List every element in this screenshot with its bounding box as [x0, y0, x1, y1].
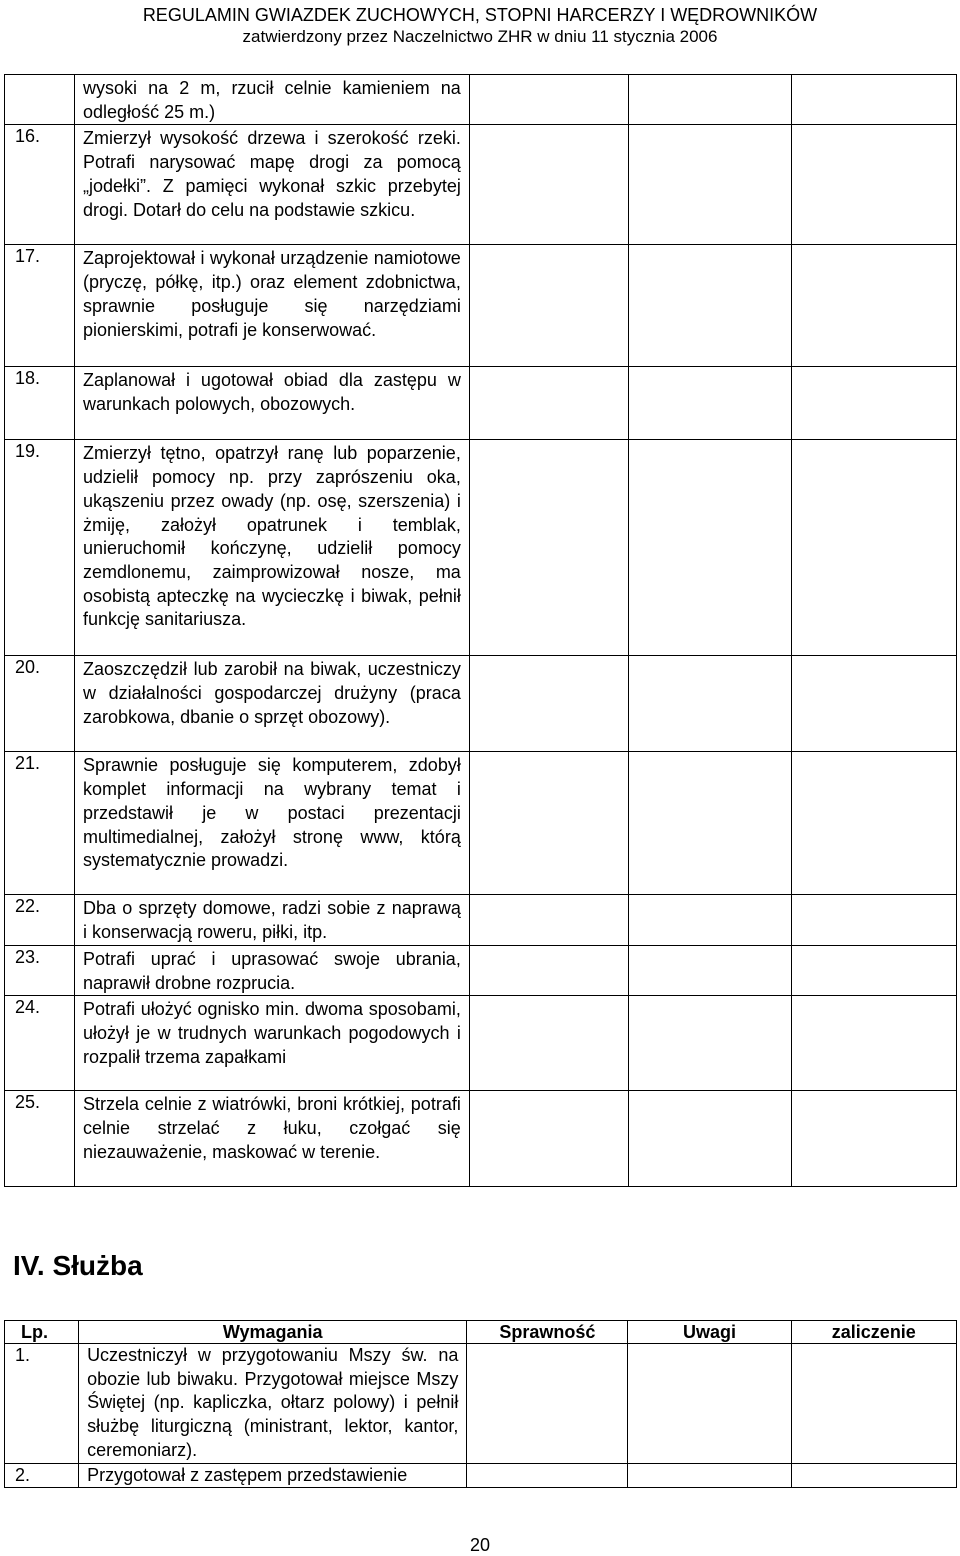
- table-row: [5, 367, 957, 440]
- empty-cell: [629, 440, 791, 656]
- header-lp: Lp.: [5, 1321, 79, 1344]
- service-table: [4, 1320, 957, 1488]
- table-row: [5, 440, 957, 656]
- empty-cell: [791, 1463, 956, 1488]
- table-row: [5, 996, 957, 1091]
- empty-cell: [629, 125, 791, 245]
- empty-cell: [629, 656, 791, 752]
- row-text: Zaprojektował i wykonał urządzenie namiotowe (pryczę, półkę, itp.) oraz element zdobnictwa, sprawnie posługuje się narzędziami pionierskimi, potrafi je konserwować.: [75, 245, 470, 367]
- header-subtitle: zatwierdzony przez Naczelnictwo ZHR w dniu 11 stycznia 2006: [242, 27, 718, 46]
- row-text: Potrafi uprać i uprasować swoje ubrania, naprawił drobne rozprucia.: [75, 945, 470, 995]
- row-text: Dba o sprzęty domowe, radzi sobie z naprawą i konserwacją roweru, piłki, itp.: [75, 895, 470, 945]
- empty-cell: [629, 752, 791, 895]
- table-row: [5, 245, 957, 367]
- empty-cell: [628, 1344, 791, 1464]
- table-row: [5, 1344, 957, 1464]
- row-number: 24.: [5, 996, 75, 1091]
- empty-cell: [469, 945, 628, 995]
- row-number: 2.: [5, 1463, 79, 1488]
- table-header-row: [5, 1321, 957, 1344]
- empty-cell: [791, 945, 956, 995]
- empty-cell: [791, 125, 956, 245]
- table-row: [5, 752, 957, 895]
- empty-cell: [629, 996, 791, 1091]
- table-row: [5, 125, 957, 245]
- empty-cell: [469, 752, 628, 895]
- section-title: IV. Służba: [13, 1250, 143, 1281]
- row-number: 16.: [5, 125, 75, 245]
- empty-cell: [791, 440, 956, 656]
- row-number: 21.: [5, 752, 75, 895]
- empty-cell: [628, 1463, 791, 1488]
- empty-cell: [629, 245, 791, 367]
- empty-cell: [469, 656, 628, 752]
- empty-cell: [791, 895, 956, 945]
- row-number: 22.: [5, 895, 75, 945]
- row-text: Zmierzył wysokość drzewa i szerokość rzeki. Potrafi narysować mapę drogi za pomocą „jodełki”. Z pamięci wykonał szkic przebytej drogi. Dotarł do celu na podstawie szkicu.: [75, 125, 470, 245]
- document-header: [0, 4, 960, 47]
- page-number: 20: [469, 1535, 491, 1555]
- row-text: Przygotował z zastępem przedstawienie: [79, 1463, 467, 1488]
- empty-cell: [629, 367, 791, 440]
- row-number: 25.: [5, 1091, 75, 1187]
- row-number: 1.: [5, 1344, 79, 1464]
- table-row: [5, 656, 957, 752]
- empty-cell: [467, 1463, 628, 1488]
- empty-cell: [791, 1344, 956, 1464]
- empty-cell: [629, 1091, 791, 1187]
- empty-cell: [469, 245, 628, 367]
- empty-cell: [629, 945, 791, 995]
- empty-cell: [791, 996, 956, 1091]
- empty-cell: [629, 895, 791, 945]
- empty-cell: [469, 996, 628, 1091]
- empty-cell: [791, 75, 956, 125]
- header-notes: Uwagi: [628, 1321, 791, 1344]
- row-number: 20.: [5, 656, 75, 752]
- empty-cell: [791, 752, 956, 895]
- row-text: Zaplanował i ugotował obiad dla zastępu w warunkach polowych, obozowych.: [75, 367, 470, 440]
- row-number: [5, 75, 75, 125]
- header-completion: zaliczenie: [791, 1321, 956, 1344]
- table-row: [5, 945, 957, 995]
- empty-cell: [791, 656, 956, 752]
- row-number: 17.: [5, 245, 75, 367]
- row-text: Potrafi ułożyć ognisko min. dwoma sposobami, ułożył je w trudnych warunkach pogodowych i rozpalił trzema zapałkami: [75, 996, 470, 1091]
- empty-cell: [467, 1344, 628, 1464]
- empty-cell: [791, 245, 956, 367]
- header-requirements: Wymagania: [79, 1321, 467, 1344]
- row-text: wysoki na 2 m, rzucił celnie kamieniem na odległość 25 m.): [75, 75, 470, 125]
- empty-cell: [791, 1091, 956, 1187]
- row-text: Uczestniczył w przygotowaniu Mszy św. na obozie lub biwaku. Przygotował miejsce Mszy Świętej (np. kapliczka, ołtarz polowy) i pełnił służbę liturgiczną (ministrant, lektor, kantor, ceremoniarz).: [79, 1344, 467, 1464]
- empty-cell: [469, 1091, 628, 1187]
- row-number: 23.: [5, 945, 75, 995]
- empty-cell: [791, 367, 956, 440]
- empty-cell: [629, 75, 791, 125]
- row-number: 18.: [5, 367, 75, 440]
- empty-cell: [469, 367, 628, 440]
- empty-cell: [469, 125, 628, 245]
- empty-cell: [469, 895, 628, 945]
- empty-cell: [469, 440, 628, 656]
- row-text: Sprawnie posługuje się komputerem, zdobył komplet informacji na wybrany temat i przedstawił je w postaci prezentacji multimedialnej, założył stronę www, którą systematycznie prowadzi.: [75, 752, 470, 895]
- table-row: [5, 75, 957, 125]
- table-row: [5, 1463, 957, 1488]
- row-text: Zmierzył tętno, opatrzył ranę lub poparzenie, udzielił pomocy np. przy zaprószeniu oka, ukąszeniu przez owady (np. osę, szerszenia) i żmiję, założył opatrunek i temblak, unieruchomił kończynę, udzielił pomocy zemdlonemu, zaimprowizował nosze, ma osobistą apteczkę na wycieczkę i biwak, pełnił funkcję sanitariusza.: [75, 440, 470, 656]
- row-text: Strzela celnie z wiatrówki, broni krótkiej, potrafi celnie strzelać z łuku, czołgać się niezauważenie, maskować w terenie.: [75, 1091, 470, 1187]
- empty-cell: [469, 75, 628, 125]
- row-number: 19.: [5, 440, 75, 656]
- requirements-table: [4, 74, 957, 1187]
- header-title: REGULAMIN GWIAZDEK ZUCHOWYCH, STOPNI HARCERZY I WĘDROWNIKÓW: [142, 5, 818, 25]
- row-text: Zaoszczędził lub zarobił na biwak, uczestniczy w działalności gospodarczej drużyny (praca zarobkowa, dbanie o sprzęt obozowy).: [75, 656, 470, 752]
- table-row: [5, 895, 957, 945]
- table-row: [5, 1091, 957, 1187]
- header-badge: Sprawność: [467, 1321, 628, 1344]
